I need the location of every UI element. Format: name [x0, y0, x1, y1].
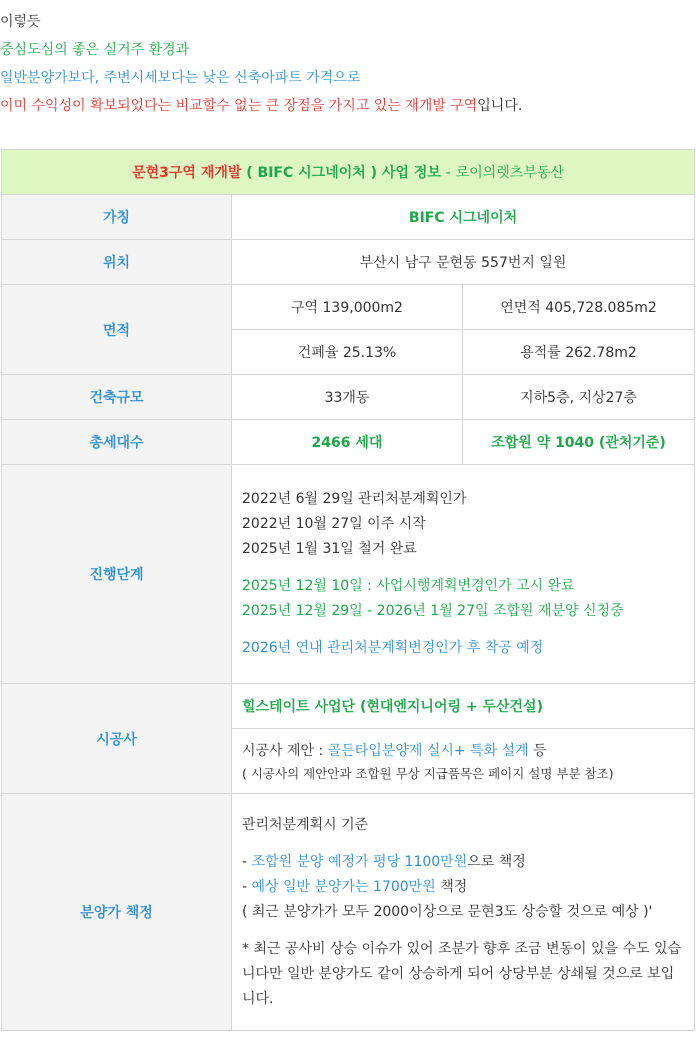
value-floor-area: 연면적 405,728.085m2 [463, 285, 695, 330]
value-zone-area: 구역 139,000m2 [232, 285, 463, 330]
value-floor-area-ratio: 용적률 262.78m2 [463, 330, 695, 375]
progress-step-1: 2022년 6월 29일 관리처분계획인가 [242, 491, 467, 507]
table-title-row [2, 150, 695, 195]
title-project-brand: ( BIFC 시그네이처 ) 사업 정보 [246, 165, 441, 181]
table-row-scale [2, 375, 695, 420]
table-row-pricing [2, 794, 695, 1031]
value-total-households: 2466 세대 [232, 420, 463, 465]
label-progress: 진행단계 [2, 465, 232, 684]
value-progress [232, 465, 695, 684]
intro-line-3: 일반분양가보다, 주변시세보다는 낮은 신축아파트 가격으로 [0, 70, 361, 86]
general-price: 예상 일반 분양가는 1700만원 [251, 878, 436, 895]
member-price: 조합원 분양 예정가 평당 1100만원 [251, 853, 468, 870]
project-info-table [1, 149, 695, 1031]
table-row-name [2, 195, 695, 240]
table-row-location [2, 240, 695, 285]
progress-step-planned: 2026년 연내 관리처분계획변경인가 후 착공 예정 [242, 640, 544, 656]
intro-line-4-tail: 입니다. [477, 98, 523, 114]
value-member-count: 조합원 약 1040 (관처기준) [463, 420, 695, 465]
table-title [2, 150, 695, 195]
value-buildings: 33개동 [232, 375, 463, 420]
label-location: 위치 [2, 240, 232, 285]
value-builder-proposal [232, 729, 695, 794]
proposal-suffix: 등 [533, 742, 547, 759]
value-builder-name: 힐스테이트 사업단 (현대엔지니어링 + 두산건설) [232, 684, 695, 729]
value-floors: 지하5층, 지상27층 [463, 375, 695, 420]
intro-line-1: 이렇듯 [0, 14, 41, 30]
title-source: 로이의렛츠부동산 [455, 165, 564, 181]
pricing-basis: 관리처분계획시 기준 [242, 816, 369, 833]
value-coverage-ratio: 건폐율 25.13% [232, 330, 463, 375]
member-price-prefix: - [242, 853, 248, 870]
proposal-prefix: 시공사 제안 : [242, 742, 324, 759]
value-name: BIFC 시그네이처 [232, 195, 695, 240]
label-pricing: 분양가 책정 [2, 794, 232, 1031]
table-row-households [2, 420, 695, 465]
label-scale: 건축규모 [2, 375, 232, 420]
table-row-area-1 [2, 285, 695, 330]
general-price-prefix: - [242, 878, 248, 895]
label-builder: 시공사 [2, 684, 232, 794]
label-households: 총세대수 [2, 420, 232, 465]
intro-line-2: 중심도심의 좋은 실거주 환경과 [0, 42, 190, 58]
title-project-name: 문현3구역 재개발 [132, 165, 242, 181]
table-row-builder-1 [2, 684, 695, 729]
label-area: 면적 [2, 285, 232, 375]
general-price-suffix: 책정 [440, 878, 468, 895]
value-pricing [232, 794, 695, 1031]
proposal-note: ( 시공사의 제안안과 조합원 무상 지급품목은 페이지 설명 부분 참조) [242, 765, 614, 781]
intro-line-4-highlight: 이미 수익성이 확보되었다는 비교할수 없는 큰 장점을 가지고 있는 재개발 구역 [0, 98, 478, 114]
table-row-progress [2, 465, 695, 684]
member-price-suffix: 으로 책정 [467, 853, 526, 870]
value-location: 부산시 남구 문현동 557번지 일원 [232, 240, 695, 285]
pricing-remark: * 최근 공사비 상승 이슈가 있어 조분가 향후 조금 변동이 있을 수도 있습니다만 일반 분양가도 같이 상승하게 되어 상당부분 상쇄될 것으로 보입니다. [242, 940, 682, 1007]
pricing-note: ( 최근 분양가가 모두 2000이상으로 문현3도 상승할 것으로 예상 )' [242, 903, 653, 920]
label-name: 가칭 [2, 195, 232, 240]
progress-step-3: 2025년 1월 31일 철거 완료 [242, 541, 417, 557]
proposal-highlight: 골든타입분양제 실시+ 특화 설계 [327, 742, 529, 759]
intro-text [0, 8, 696, 120]
title-separator: - [445, 165, 451, 181]
progress-step-4: 2025년 12월 10일 : 사업시행계획변경인가 고시 완료 [242, 578, 575, 594]
progress-step-2: 2022년 10월 27일 이주 시작 [242, 516, 426, 532]
intro-line-4 [0, 92, 696, 120]
progress-step-5: 2025년 12월 29일 - 2026년 1월 27일 조합원 재분양 신청중 [242, 603, 624, 619]
